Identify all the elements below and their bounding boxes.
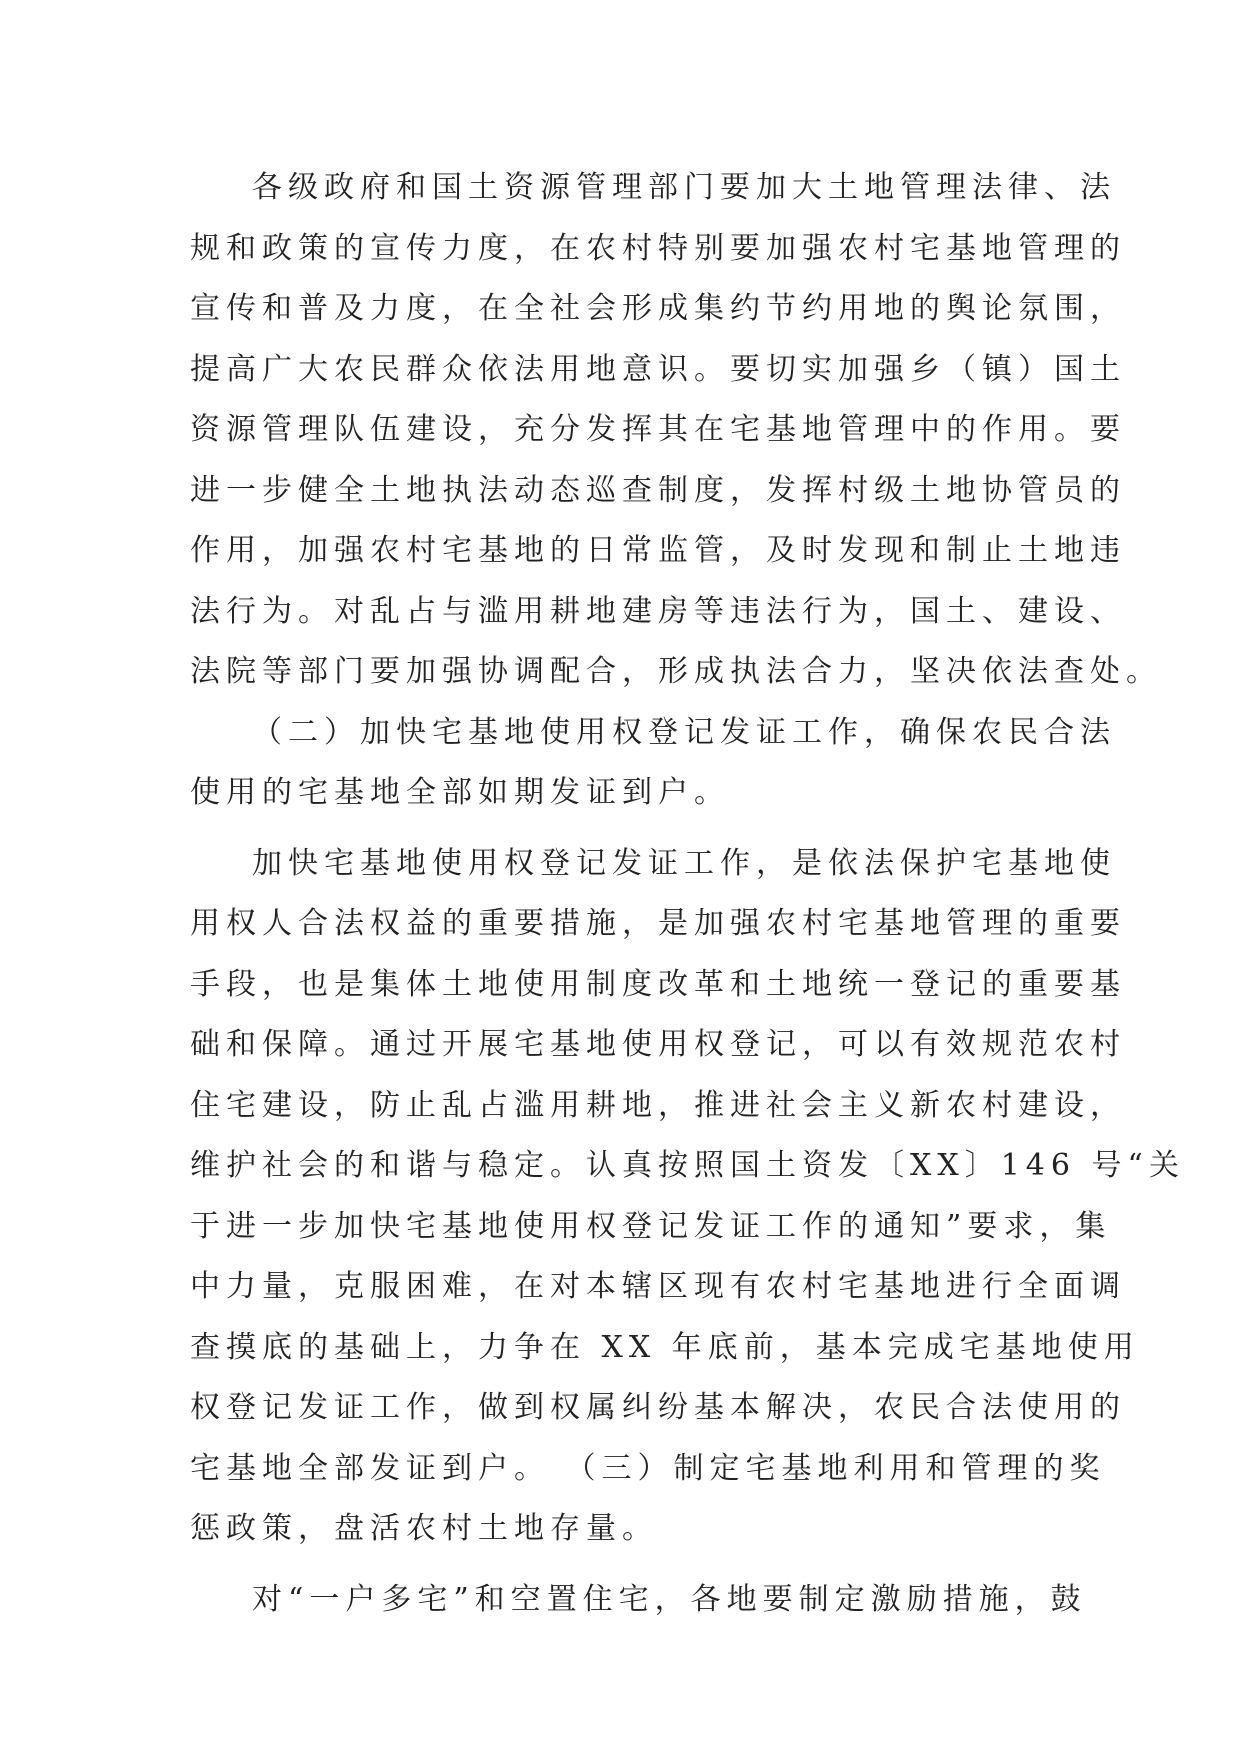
paragraph-line: 宅基地全部发证到户。 （三）制定宅基地利用和管理的奖 [190, 1450, 1106, 1486]
paragraph-line: 对“一户多宅”和空置住宅，各地要制定激励措施，鼓 [252, 1581, 1087, 1617]
paragraph-line: 惩政策，盘活农村土地存量。 [190, 1511, 658, 1546]
paragraph-line: 宣传和普及力度，在全社会形成集约节约用地的舆论氛围， [190, 291, 1126, 326]
paragraph-line: 权登记发证工作，做到权属纠纷基本解决，农民合法使用的 [190, 1390, 1126, 1425]
paragraph-line: 维护社会的和谐与稳定。认真按照国土资发〔XX〕146 号“关 [190, 1148, 1185, 1183]
paragraph-line: 住宅建设，防止乱占滥用耕地，推进社会主义新农村建设， [190, 1087, 1126, 1123]
paragraph-line: 提高广大农民群众依法用地意识。要切实加强乡（镇）国土 [190, 351, 1126, 387]
paragraph-line: 于进一步加快宅基地使用权登记发证工作的通知”要求，集 [190, 1208, 1112, 1244]
paragraph-line: 规和政策的宣传力度，在农村特别要加强农村宅基地管理的 [190, 230, 1126, 266]
paragraph-line: 资源管理队伍建设，充分发挥其在宅基地管理中的作用。要 [190, 412, 1126, 447]
paragraph-line: 查摸底的基础上，力争在 XX 年底前，基本完成宅基地使用 [190, 1329, 1140, 1365]
section-heading-line: （二）加快宅基地使用权登记发证工作，确保农民合法 [252, 714, 1116, 750]
paragraph-line: 作用，加强农村宅基地的日常监管，及时发现和制止土地违 [190, 533, 1126, 568]
paragraph-line: 法行为。对乱占与滥用耕地建房等违法行为，国土、建设、 [190, 593, 1126, 629]
paragraph-line: 手段，也是集体土地使用制度改革和土地统一登记的重要基 [190, 966, 1126, 1002]
paragraph-line: 加快宅基地使用权登记发证工作，是依法保护宅基地使 [252, 845, 1116, 881]
paragraph-line: 进一步健全土地执法动态巡查制度，发挥村级土地协管员的 [190, 472, 1126, 508]
section-heading-line: 使用的宅基地全部如期发证到户。 [190, 775, 730, 810]
paragraph-line: 础和保障。通过开展宅基地使用权登记，可以有效规范农村 [190, 1027, 1126, 1062]
paragraph-line: 用权人合法权益的重要措施，是加强农村宅基地管理的重要 [190, 906, 1126, 941]
document-body [190, 158, 1185, 1630]
paragraph-line: 法院等部门要加强协调配合，形成执法合力，坚决依法查处。 [190, 654, 1162, 689]
paragraph-line: 各级政府和国土资源管理部门要加大土地管理法律、法 [252, 170, 1116, 205]
paragraph-line: 中力量，克服困难，在对本辖区现有农村宅基地进行全面调 [190, 1269, 1126, 1304]
